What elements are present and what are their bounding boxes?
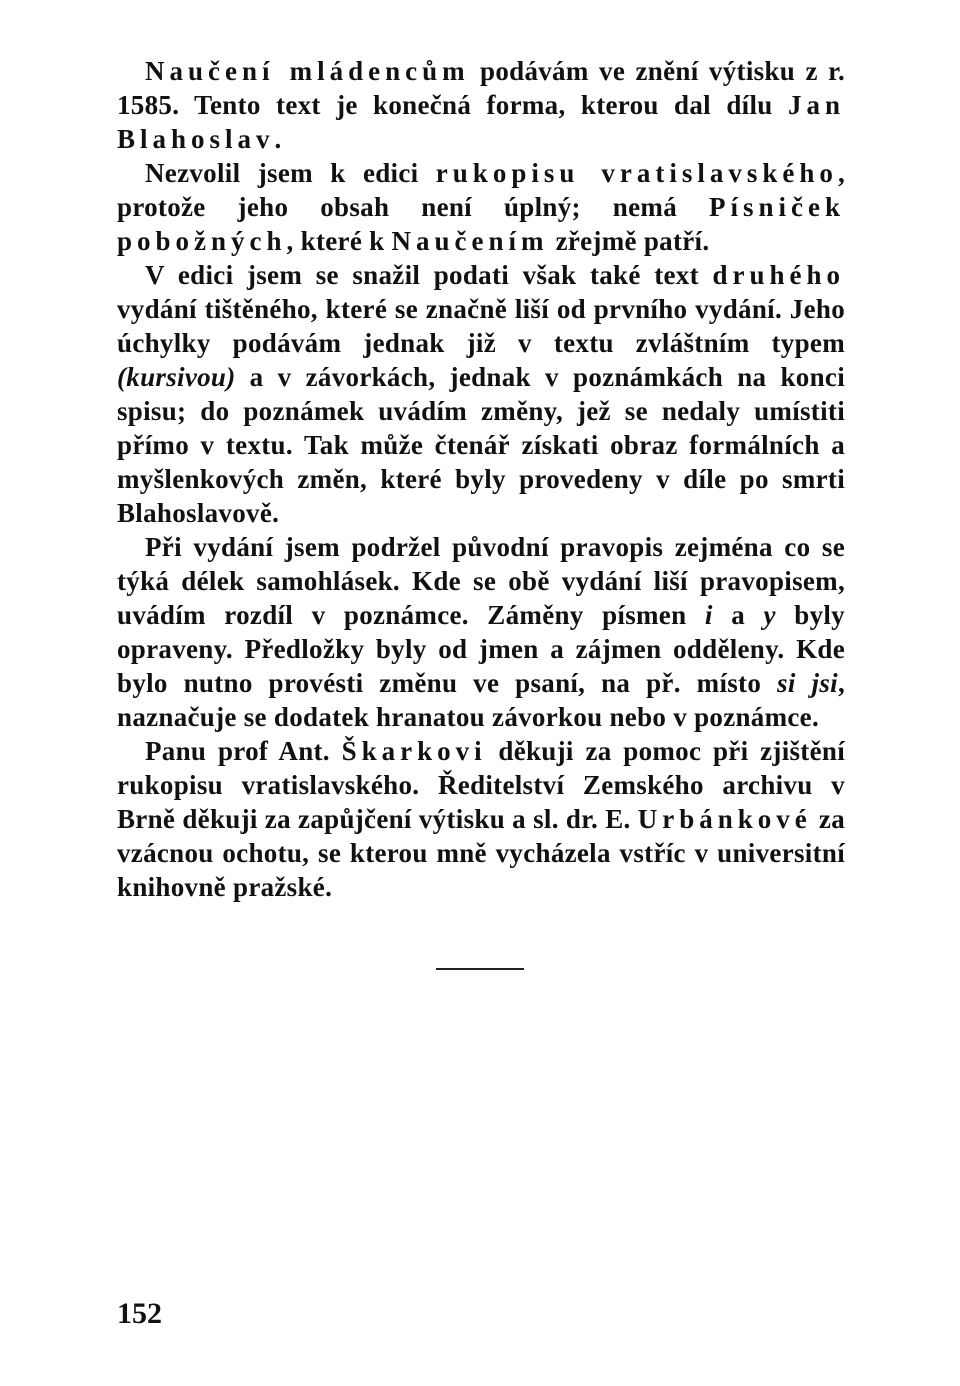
text-span: Písniček pobožných [117, 192, 845, 256]
text-span: , protože jeho obsah není úplný; nemá [117, 158, 845, 222]
text-span: Při vydání jsem podržel původní pravopis zejména co se týká délek samohlásek. Kde se obě vydání liší pravopisem, uvádím rozdíl v poznámce. Záměny písmen [117, 532, 845, 630]
paragraph-edition-source [117, 54, 845, 156]
text-span: za vzácnou ochotu, se kterou mně vycházela vstříc v universitní knihovně pražské. [117, 804, 845, 902]
text-span: Urbánkové [637, 804, 812, 834]
text-span: si jsi [777, 668, 838, 698]
paragraph-orthography [117, 530, 845, 734]
text-span: a [712, 600, 764, 630]
text-span: Škarkovi [341, 736, 487, 766]
paragraph-second-edition [117, 258, 845, 530]
text-span: Jan Blahoslav [117, 90, 845, 154]
text-span: podávám ve znění výtisku z r. 1585. Tento text je konečná forma, kterou dal dílu [117, 56, 846, 120]
paragraph-acknowledgements [117, 734, 845, 904]
text-span: V edici jsem se snažil podati však také text [145, 260, 713, 290]
page-number: 152 [117, 1297, 162, 1330]
text-span: , které k [286, 226, 392, 256]
text-span: , naznačuje se dodatek hranatou závorkou nebo v poznámce. [117, 668, 845, 732]
text-span: Panu prof Ant. [145, 736, 342, 766]
text-span: Naučení mládencům [145, 56, 470, 86]
text-span: Nezvolil jsem k edici [145, 158, 436, 188]
text-span: . [274, 124, 282, 154]
text-span: druhého [712, 260, 845, 290]
text-span: vydání tištěného, které se značně liší od prvního vydání. Jeho úchylky podávám jednak již v textu zvláštním typem [117, 294, 845, 358]
text-span: i [704, 600, 713, 630]
text-span: a v závorkách, jednak v poznámkách na konci spisu; do poznámek uvádím změny, jež se nedaly umístiti přímo v textu. Tak může čtenář získati obraz formálních a myšlenkových změn, které byly provedeny v díle po smrti Blahoslavově. [117, 362, 845, 528]
text-span: y [763, 600, 776, 630]
text-span: byly opraveny. Předložky byly od jmen a zájmen odděleny. Kde bylo nutno provésti změnu ve psaní, na př. místo [117, 600, 845, 698]
text-span: rukopisu vratislavského [435, 158, 838, 188]
editorial-note [117, 54, 845, 904]
text-span: Naučením [391, 226, 549, 256]
paragraph-manuscript-choice [117, 156, 845, 258]
section-divider [436, 968, 524, 970]
text-span: zřejmě patří. [548, 226, 710, 256]
text-span: (kursivou) [117, 362, 236, 392]
text-span: děkuji za pomoc při zjištění rukopisu vratislavského. Ředitelství Zemského archivu v Brně děkuji za zapůjčení výtisku a sl. dr. E. [117, 736, 846, 834]
